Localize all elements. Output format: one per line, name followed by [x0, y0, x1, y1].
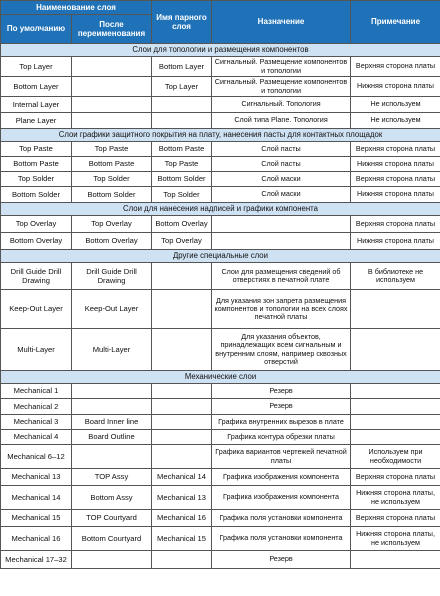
cell-purpose: Графика поля установки компонента	[212, 527, 351, 551]
cell-purpose: Слой маски	[212, 172, 351, 187]
section-title: Слои для нанесения надписей и графики компонента	[1, 203, 440, 216]
cell-note	[351, 415, 440, 430]
cell-default: Bottom Overlay	[1, 233, 72, 250]
cell-note: Верхняя сторона платы	[351, 172, 440, 187]
cell-default: Mechanical 16	[1, 527, 72, 551]
cell-renamed: Board Inner line	[72, 415, 152, 430]
cell-renamed: TOP Assy	[72, 469, 152, 486]
cell-default: Mechanical 2	[1, 399, 72, 415]
cell-renamed: Keep-Out Layer	[72, 290, 152, 329]
cell-renamed: Bottom Solder	[72, 187, 152, 203]
table-row	[1, 384, 440, 399]
cell-default: Top Overlay	[1, 216, 72, 233]
cell-default: Mechanical 13	[1, 469, 72, 486]
cell-renamed	[72, 399, 152, 415]
cell-note: Нижняя сторона платы, не используем	[351, 486, 440, 510]
cell-purpose	[212, 216, 351, 233]
cell-default: Bottom Paste	[1, 157, 72, 172]
table-row	[1, 172, 440, 187]
cell-note	[351, 329, 440, 371]
cell-renamed: Board Outline	[72, 430, 152, 445]
cell-purpose: Слой пасты	[212, 157, 351, 172]
cell-paired: Top Layer	[152, 77, 212, 97]
cell-purpose: Для указания зон запрета размещения компонентов и топологии на всех слоях печатной платы	[212, 290, 351, 329]
cell-renamed	[72, 57, 152, 77]
cell-paired: Bottom Paste	[152, 142, 212, 157]
cell-note: Нижняя сторона платы	[351, 77, 440, 97]
cell-note: Верхняя сторона платы	[351, 142, 440, 157]
cell-note: Не используем	[351, 97, 440, 113]
cell-purpose: Слой пасты	[212, 142, 351, 157]
section-header-row	[1, 250, 440, 263]
cell-paired	[152, 290, 212, 329]
cell-paired: Top Solder	[152, 187, 212, 203]
cell-default: Mechanical 6–12	[1, 445, 72, 469]
header-paired: Имя парного слоя	[152, 1, 212, 44]
section-header-row	[1, 129, 440, 142]
cell-default: Top Paste	[1, 142, 72, 157]
cell-default: Top Solder	[1, 172, 72, 187]
cell-renamed: Bottom Overlay	[72, 233, 152, 250]
cell-paired: Mechanical 13	[152, 486, 212, 510]
table-row	[1, 430, 440, 445]
section-title: Слои графики защитного покрытия на плату, нанесения пасты для контактных площадок	[1, 129, 440, 142]
cell-paired: Mechanical 14	[152, 469, 212, 486]
cell-purpose: Для указания объектов, принадлежащих всем сигнальным и внутренним слоям, например сквозных отверстий	[212, 329, 351, 371]
table-row	[1, 142, 440, 157]
table-row	[1, 77, 440, 97]
cell-note	[351, 430, 440, 445]
header-note: Примечание	[351, 1, 440, 44]
cell-paired: Mechanical 15	[152, 527, 212, 551]
cell-paired	[152, 415, 212, 430]
cell-default: Mechanical 1	[1, 384, 72, 399]
cell-purpose	[212, 233, 351, 250]
cell-note: Верхняя сторона платы	[351, 216, 440, 233]
cell-purpose: Графика изображения компонента	[212, 469, 351, 486]
cell-note: Не используем	[351, 113, 440, 129]
cell-renamed	[72, 97, 152, 113]
cell-purpose: Слой типа Plane. Топология	[212, 113, 351, 129]
cell-paired: Bottom Overlay	[152, 216, 212, 233]
cell-purpose: Сигнальный. Размещение компонентов и топологии	[212, 57, 351, 77]
cell-default: Multi-Layer	[1, 329, 72, 371]
cell-renamed: Drill Guide Drill Drawing	[72, 263, 152, 290]
cell-note: Нижняя сторона платы	[351, 233, 440, 250]
cell-default: Mechanical 4	[1, 430, 72, 445]
cell-purpose: Сигнальный. Топология	[212, 97, 351, 113]
table-row	[1, 263, 440, 290]
table-row	[1, 113, 440, 129]
table-row	[1, 290, 440, 329]
cell-purpose: Графика вариантов чертежей печатной платы	[212, 445, 351, 469]
table-row	[1, 551, 440, 569]
table-row	[1, 329, 440, 371]
cell-note: Нижняя сторона платы	[351, 157, 440, 172]
cell-renamed: Top Overlay	[72, 216, 152, 233]
table-row	[1, 486, 440, 510]
table-header	[1, 1, 440, 44]
cell-note: Верхняя сторона платы	[351, 469, 440, 486]
cell-default: Bottom Solder	[1, 187, 72, 203]
table-row	[1, 187, 440, 203]
cell-note	[351, 399, 440, 415]
cell-note: Верхняя сторона платы	[351, 510, 440, 527]
cell-paired	[152, 551, 212, 569]
cell-renamed: TOP Courtyard	[72, 510, 152, 527]
cell-renamed	[72, 77, 152, 97]
section-header-row	[1, 371, 440, 384]
table-row	[1, 233, 440, 250]
table-row	[1, 469, 440, 486]
cell-default: Mechanical 14	[1, 486, 72, 510]
cell-note	[351, 290, 440, 329]
table-row	[1, 445, 440, 469]
cell-paired	[152, 97, 212, 113]
cell-purpose: Резерв	[212, 399, 351, 415]
header-default: По умолчанию	[1, 15, 72, 44]
cell-renamed: Bottom Courtyard	[72, 527, 152, 551]
table-row	[1, 527, 440, 551]
cell-paired: Top Paste	[152, 157, 212, 172]
table-row	[1, 216, 440, 233]
cell-paired	[152, 113, 212, 129]
cell-paired: Bottom Solder	[152, 172, 212, 187]
cell-paired	[152, 263, 212, 290]
cell-purpose: Резерв	[212, 384, 351, 399]
cell-paired	[152, 430, 212, 445]
table-row	[1, 415, 440, 430]
cell-paired: Top Overlay	[152, 233, 212, 250]
cell-default: Mechanical 15	[1, 510, 72, 527]
table-row	[1, 510, 440, 527]
cell-purpose: Графика внутренних вырезов в плате	[212, 415, 351, 430]
cell-default: Mechanical 17–32	[1, 551, 72, 569]
cell-purpose: Резерв	[212, 551, 351, 569]
cell-default: Mechanical 3	[1, 415, 72, 430]
cell-default: Keep-Out Layer	[1, 290, 72, 329]
section-title: Слои для топологии и размещения компонентов	[1, 44, 440, 57]
cell-renamed	[72, 384, 152, 399]
section-title: Механические слои	[1, 371, 440, 384]
cell-paired: Mechanical 16	[152, 510, 212, 527]
cell-note	[351, 384, 440, 399]
cell-purpose: Графика контура обрезки платы	[212, 430, 351, 445]
cell-paired	[152, 329, 212, 371]
cell-renamed: Bottom Assy	[72, 486, 152, 510]
cell-purpose: Графика поля установки компонента	[212, 510, 351, 527]
cell-default: Internal Layer	[1, 97, 72, 113]
cell-renamed: Top Solder	[72, 172, 152, 187]
cell-renamed	[72, 113, 152, 129]
cell-note: Нижняя сторона платы, не используем	[351, 527, 440, 551]
cell-renamed: Top Paste	[72, 142, 152, 157]
table-row	[1, 57, 440, 77]
cell-default: Plane Layer	[1, 113, 72, 129]
table-row	[1, 399, 440, 415]
cell-renamed	[72, 445, 152, 469]
header-purpose: Назначение	[212, 1, 351, 44]
cell-note: В библиотеке не используем	[351, 263, 440, 290]
section-header-row	[1, 44, 440, 57]
table-row	[1, 97, 440, 113]
cell-note: Используем при необходимости	[351, 445, 440, 469]
cell-paired	[152, 399, 212, 415]
cell-renamed	[72, 551, 152, 569]
cell-paired	[152, 445, 212, 469]
cell-renamed: Multi-Layer	[72, 329, 152, 371]
table-row	[1, 157, 440, 172]
header-renamed: После переименования	[72, 15, 152, 44]
cell-default: Top Layer	[1, 57, 72, 77]
cell-paired: Bottom Layer	[152, 57, 212, 77]
section-header-row	[1, 203, 440, 216]
cell-note	[351, 551, 440, 569]
section-title: Другие специальные слои	[1, 250, 440, 263]
cell-purpose: Слой маски	[212, 187, 351, 203]
cell-note: Верхняя сторона платы	[351, 57, 440, 77]
cell-purpose: Графика изображения компонента	[212, 486, 351, 510]
cell-renamed: Bottom Paste	[72, 157, 152, 172]
cell-purpose: Слои для размещения сведений об отверстиях в печатной плате	[212, 263, 351, 290]
cell-paired	[152, 384, 212, 399]
header-layer-name: Наименование слоя	[1, 1, 152, 15]
cell-default: Bottom Layer	[1, 77, 72, 97]
table-body	[1, 44, 440, 569]
cell-purpose: Сигнальный. Размещение компонентов и топологии	[212, 77, 351, 97]
cell-note: Нижняя сторона платы	[351, 187, 440, 203]
cell-default: Drill Guide Drill Drawing	[1, 263, 72, 290]
